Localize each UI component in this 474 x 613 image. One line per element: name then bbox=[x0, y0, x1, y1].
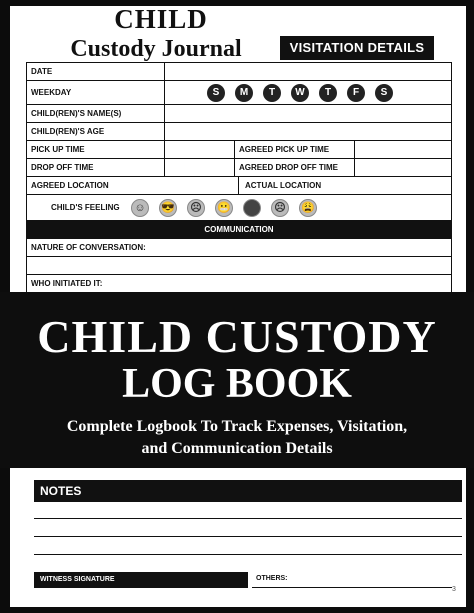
banner-title-line2: LOG BOOK bbox=[122, 361, 352, 407]
form-row-children-names bbox=[27, 105, 451, 123]
notes-line[interactable] bbox=[34, 554, 462, 555]
banner-subtitle-line1: Complete Logbook To Track Expenses, Visitation, bbox=[66, 418, 408, 435]
who-initiated-label: WHO INITIATED IT: bbox=[31, 279, 103, 288]
children-names-label: CHILD(REN)'S NAME(S) bbox=[27, 105, 165, 122]
weekday-selector bbox=[207, 84, 393, 102]
banner-subtitle-line2: and Communication Details bbox=[141, 440, 333, 457]
form-row-nature-blank[interactable] bbox=[27, 257, 451, 275]
sad-face-icon[interactable]: ☹ bbox=[271, 199, 289, 217]
form-row-feeling bbox=[27, 195, 451, 221]
children-age-label: CHILD(REN)'S AGE bbox=[27, 123, 165, 140]
form-row-children-age bbox=[27, 123, 451, 141]
childs-feeling-label: CHILD'S FEELING bbox=[51, 203, 120, 212]
page-number: 3 bbox=[452, 586, 456, 593]
day-tuesday[interactable]: T bbox=[263, 84, 281, 102]
notes-line[interactable] bbox=[34, 518, 462, 519]
grimacing-face-icon[interactable]: 😬 bbox=[215, 199, 233, 217]
weekday-label: WEEKDAY bbox=[27, 81, 165, 104]
others-field[interactable]: OTHERS: bbox=[252, 572, 452, 588]
agreed-pick-up-time-label: AGREED PICK UP TIME bbox=[235, 141, 355, 158]
visitation-details-header: VISITATION DETAILS bbox=[280, 36, 434, 60]
drop-off-time-label: DROP OFF TIME bbox=[27, 159, 165, 176]
agreed-drop-off-time-label: AGREED DROP OFF TIME bbox=[235, 159, 355, 176]
form-row-drop-off bbox=[27, 159, 451, 177]
cool-face-icon[interactable]: 😎 bbox=[159, 199, 177, 217]
smiling-face-icon[interactable]: ☺ bbox=[131, 199, 149, 217]
form-row-location bbox=[27, 177, 451, 195]
tired-face-icon[interactable]: 😩 bbox=[299, 199, 317, 217]
form-row-nature bbox=[27, 239, 451, 257]
pick-up-time-field[interactable] bbox=[165, 141, 235, 158]
witness-signature-label: WITNESS SIGNATURE bbox=[34, 572, 248, 588]
day-thursday[interactable]: T bbox=[319, 84, 337, 102]
visitation-form bbox=[26, 62, 452, 293]
notes-line[interactable] bbox=[34, 536, 462, 537]
drop-off-time-field[interactable] bbox=[165, 159, 235, 176]
form-row-date bbox=[27, 63, 451, 81]
form-row-who-initiated bbox=[27, 275, 451, 293]
day-wednesday[interactable]: W bbox=[291, 84, 309, 102]
form-row-weekday bbox=[27, 81, 451, 105]
notes-header: NOTES bbox=[34, 480, 462, 502]
title-custody-journal: Custody Journal bbox=[70, 36, 242, 62]
feelings-selector bbox=[131, 199, 317, 217]
pick-up-time-label: PICK UP TIME bbox=[27, 141, 165, 158]
day-sunday[interactable]: S bbox=[207, 84, 225, 102]
title-child: CHILD bbox=[114, 4, 208, 34]
actual-location-label: ACTUAL LOCATION bbox=[245, 181, 322, 190]
agreed-location-label: AGREED LOCATION bbox=[27, 177, 239, 194]
nature-of-conversation-label: NATURE OF CONVERSATION: bbox=[31, 243, 146, 252]
day-saturday[interactable]: S bbox=[375, 84, 393, 102]
crying-face-icon[interactable]: ☹ bbox=[187, 199, 205, 217]
form-row-pick-up bbox=[27, 141, 451, 159]
date-label: DATE bbox=[27, 63, 165, 80]
angry-face-icon[interactable] bbox=[243, 199, 261, 217]
day-friday[interactable]: F bbox=[347, 84, 365, 102]
banner-title-line1: CHILD CUSTODY bbox=[37, 311, 437, 362]
communication-header: COMMUNICATION bbox=[27, 221, 451, 239]
day-monday[interactable]: M bbox=[235, 84, 253, 102]
